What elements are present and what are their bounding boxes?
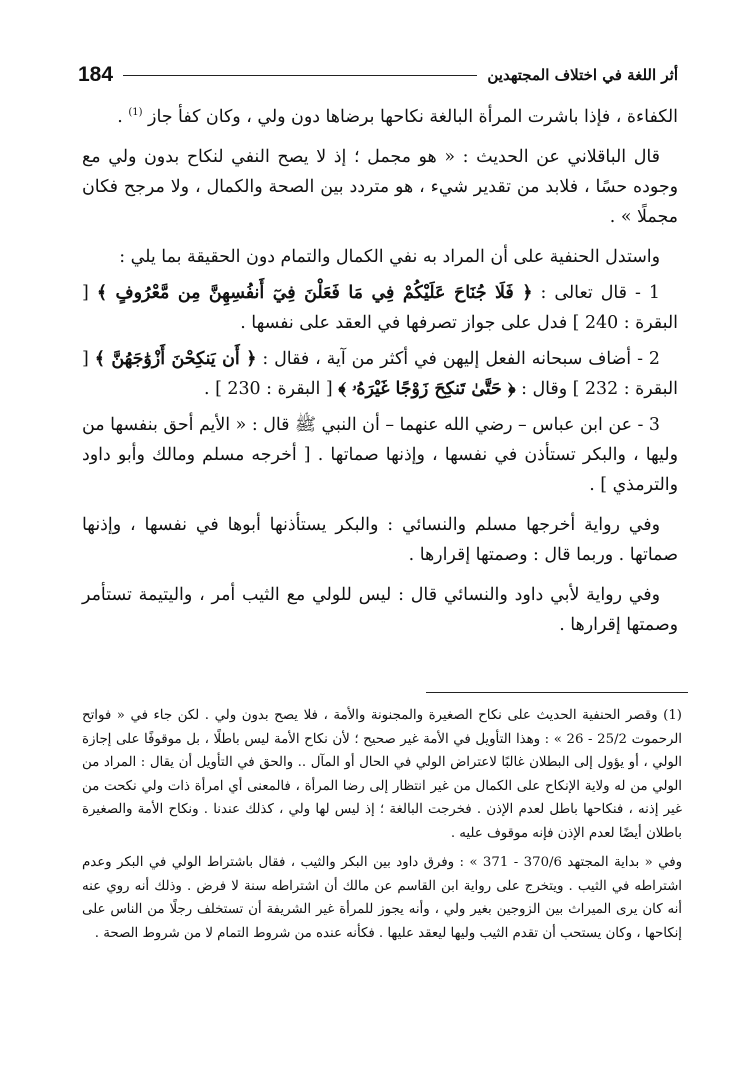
evidence-item-1 [82,278,678,338]
paragraph-baqillani: قال الباقلاني عن الحديث : « هو مجمل ؛ إذ لا يصح النفي لنكاح بدون ولي مع وجوده حسًا ، فلابد من تقدير شيء ، هو متردد بين الصحة والكمال ، ولا مرجح فكان مجملًا » . [82,146,678,227]
paragraph-abu-dawud: وفي رواية لأبي داود والنسائي قال : ليس للولي مع الثيب أمر ، واليتيمة تستأمر وصمتها إقرارها . [82,584,678,635]
evidence-item-2-lead: 2 - أضاف سبحانه الفعل إليهن في أكثر من آية ، فقال : [256,348,660,369]
quran-verse: ﴿ أَن يَنكِحْنَ أَزْوَٰجَهُنَّ ﴾ [94,348,257,369]
header-rule [123,75,477,76]
paragraph-kafaa-end: . [117,106,129,127]
evidence-item-2-mid: [ البقرة : 232 ] وقال : [82,348,678,399]
page-number: 184 [78,63,114,86]
footnote-2: وفي « بداية المجتهد 370/6 - 371 » : وفرق داود بين البكر والثيب ، فقال باشتراط الولي في البكر وعدم اشتراطه في الثيب . ويتخرج على رواية ابن القاسم عن مالك أن اشتراطه سنة لا فرض . وذلك أنه روي عنه أنه كان يرى الميراث بين الزوجين بغير ولي ، وأنه يجوز للمرأة غير الشريفة أن تستخلف رجلًا من الناس على إنكاحها ، وكان يستحب أن تقدم الثيب وليها ليعقد عليها . فكأنه عنده من شروط التمام لا من شروط الصحة . [82,855,683,941]
footnotes [82,704,682,951]
paragraph-muslim-nasai: وفي رواية أخرجها مسلم والنسائي : والبكر يستأذنها أبوها في نفسها ، وإذنها صماتها . وربما قال : وصمتها إقرارها . [82,514,678,565]
running-title: أثر اللغة في اختلاف المجتهدين [487,66,678,84]
page-header [78,58,678,92]
evidence-item-2-end: [ البقرة : 230 ] . [204,378,339,399]
paragraph-hanafi-evidence: واستدل الحنفية على أن المراد به نفي الكمال والتمام دون الحقيقة بما يلي : [119,246,660,267]
footnote-1: (1) وقصر الحنفية الحديث على نكاح الصغيرة والمجنونة والأمة ، فلا يصح بدون ولي . لكن جاء في « فواتح الرحموت 25/2 - 26 » : وهذا التأويل في الأمة غير صحيح ؛ لأن نكاح الأمة ليس باطلًا ، بل موقوفًا على إجازة الولي ، أو يؤول إلى البطلان غالبًا لاعتراض الولي في الحال أو المآل .. والحق في التأويل أن يقال : المراد من الولي من له ولاية الإنكاح على الكمال من غير انتظار إلى رضا المرأة ، فالمعنى أي امرأة ذات ولي نكحت من غير إذنه ، فنكاحها باطل لعدم الإذن . فخرجت البالغة ؛ إذ ليس لها ولي ، كذلك عندنا . ونكاح الأمة والصغيرة باطلان أيضًا لعدم الإذن فإنه موقوف عليه . [82,708,682,841]
main-text [82,98,678,650]
quran-verse: ﴿ حَتَّىٰ تَنكِحَ زَوْجًا غَيْرَهُۥ ﴾ [338,378,516,399]
paragraph-kafaa [82,98,678,132]
footnote-separator [426,692,688,693]
footnote-ref: (1) [128,107,143,118]
evidence-item-1-rest: [ البقرة : 240 ] فدل على جواز تصرفها في العقد على نفسها . [82,282,678,333]
evidence-item-2 [82,344,678,404]
evidence-item-1-lead: 1 - قال تعالى : [532,282,660,303]
quran-verse: ﴿ فَلَا جُنَاحَ عَلَيْكُمْ فِي مَا فَعَلْنَ فِيٓ أَنفُسِهِنَّ مِن مَّعْرُوفٍ ﴾ [96,282,533,303]
paragraph-kafaa-text: الكفاءة ، فإذا باشرت المرأة البالغة نكاحها برضاها دون ولي ، وكان كفأ جاز [148,106,678,127]
evidence-item-3: 3 - عن ابن عباس – رضي الله عنهما – أن النبي ﷺ قال : « الأيم أحق بنفسها من وليها ، والبكر تستأذن في نفسها ، وإذنها صماتها . [ أخرجه مسلم ومالك وأبو داود والترمذي ] . [82,414,678,495]
